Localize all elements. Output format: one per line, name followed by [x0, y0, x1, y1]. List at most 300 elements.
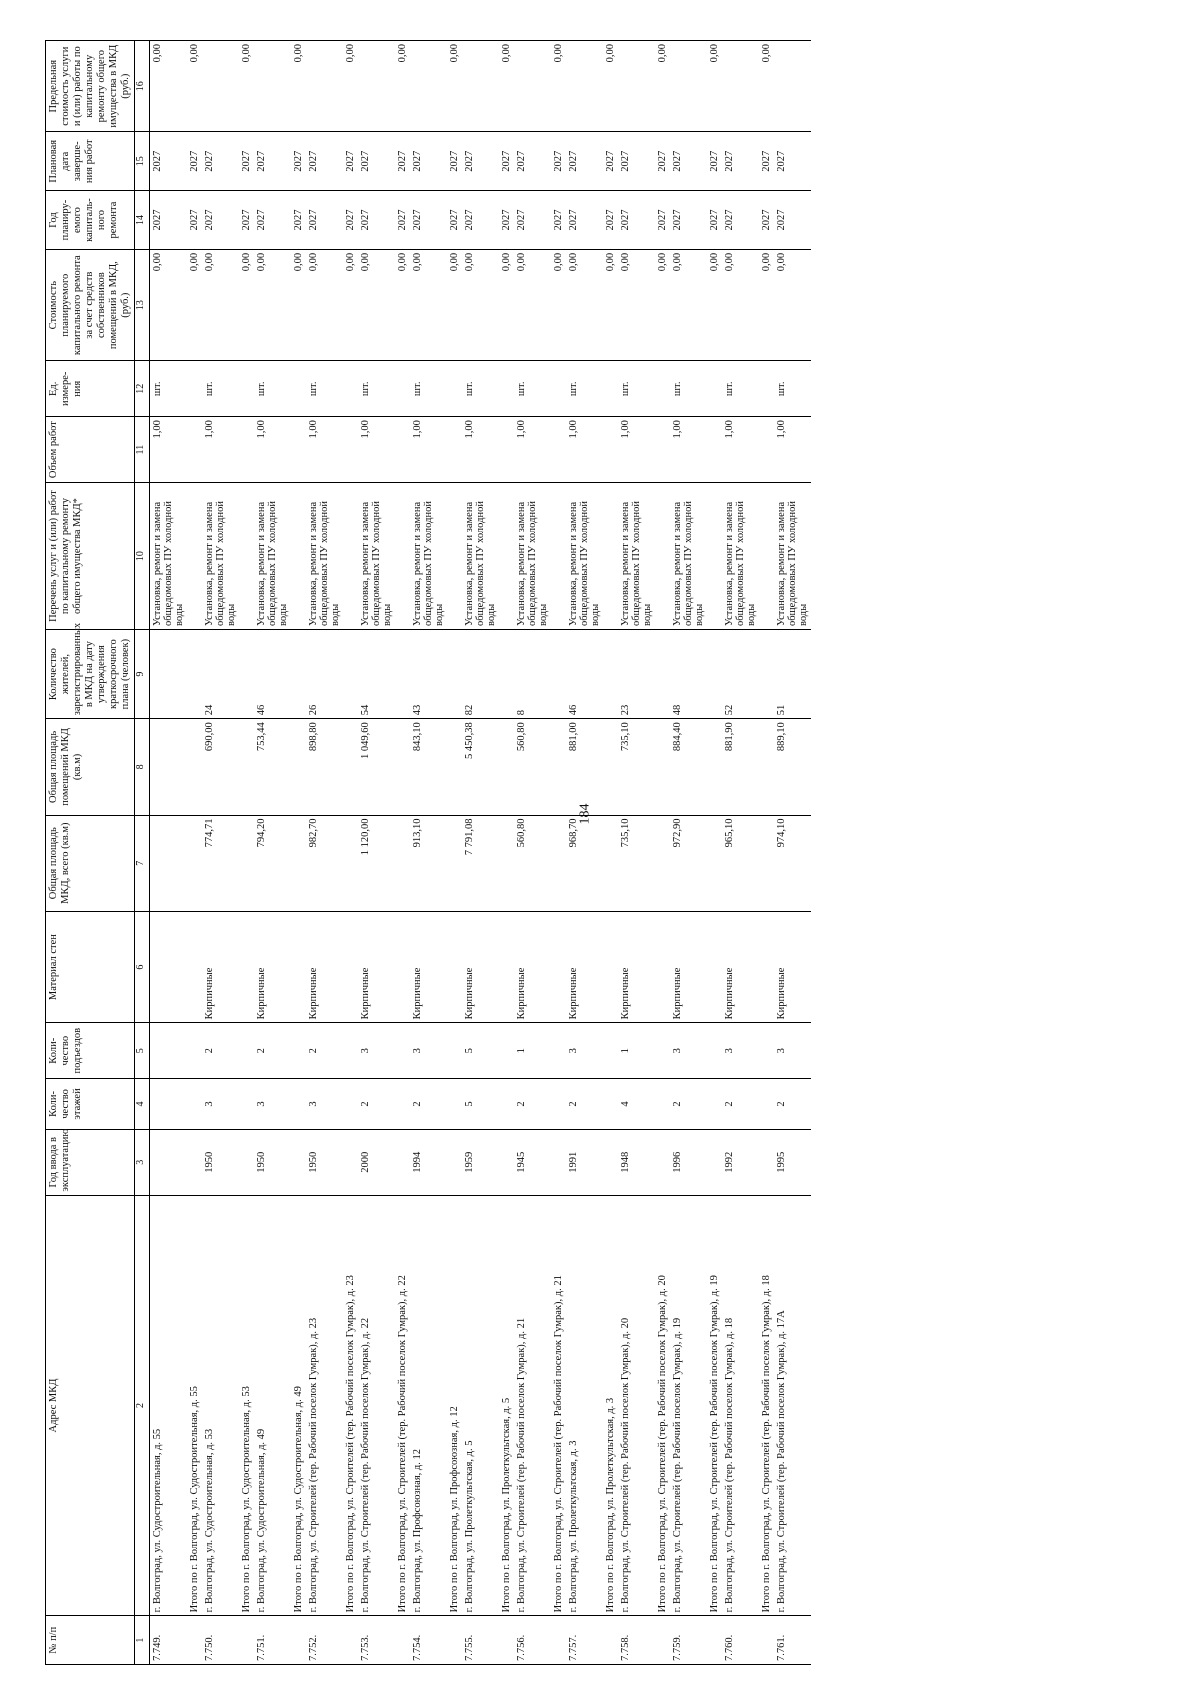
total-empty	[447, 361, 462, 417]
row-address: г. Волгоград, ул. Строителей (тер. Рабочий поселок Гумрак), д. 19	[670, 1195, 707, 1616]
row-total-area: 965,10	[722, 815, 759, 911]
table-row	[722, 41, 759, 1665]
total-end-date: 2027	[707, 132, 722, 191]
total-row	[603, 41, 618, 1665]
total-cost: 0,00	[291, 249, 306, 361]
total-no	[707, 1616, 722, 1665]
total-empty	[395, 719, 410, 815]
row-works: Установка, ремонт и замена общедомовых ПУ холодной воды	[358, 483, 395, 630]
total-empty	[291, 361, 306, 417]
row-year: 1994	[410, 1129, 447, 1195]
row-total-area: 735,10	[618, 815, 655, 911]
total-empty	[395, 815, 410, 911]
row-works: Установка, ремонт и замена общедомовых ПУ холодной воды	[254, 483, 291, 630]
row-plan-year: 2027	[254, 191, 291, 250]
header-no: № п/п	[46, 1616, 135, 1665]
row-limit-cost	[618, 41, 655, 132]
row-total-area: 560,80	[514, 815, 551, 911]
row-floors: 2	[722, 1079, 759, 1130]
table-row	[618, 41, 655, 1665]
total-cost: 0,00	[655, 249, 670, 361]
total-empty	[187, 1079, 202, 1130]
row-address: г. Волгоград, ул. Пролеткультская, д. 3	[566, 1195, 603, 1616]
total-empty	[395, 483, 410, 630]
total-end-date: 2027	[551, 132, 566, 191]
column-number: 14	[135, 191, 150, 250]
total-empty	[759, 815, 774, 911]
total-no	[343, 1616, 358, 1665]
total-row	[291, 41, 306, 1665]
row-entrances	[150, 1023, 188, 1079]
row-premises-area: 881,90	[722, 719, 759, 815]
row-number: 7.753.	[358, 1616, 395, 1665]
row-year	[150, 1129, 188, 1195]
total-plan-year: 2027	[499, 191, 514, 250]
row-entrances: 2	[202, 1023, 239, 1079]
row-wall-material: Кирпичные	[254, 911, 291, 1023]
row-cost: 0,00	[150, 249, 188, 361]
row-end-date: 2027	[514, 132, 551, 191]
total-empty	[759, 417, 774, 483]
row-plan-year: 2027	[618, 191, 655, 250]
row-residents: 48	[670, 630, 707, 719]
row-plan-year: 2027	[566, 191, 603, 250]
row-volume: 1,00	[254, 417, 291, 483]
column-number-row	[135, 41, 150, 1665]
total-plan-year: 2027	[759, 191, 774, 250]
column-number: 2	[135, 1195, 150, 1616]
header-works: Перечень услуг и (или) работ по капитальному ремонту общего имущества МКД*	[46, 483, 135, 630]
total-empty	[343, 1023, 358, 1079]
row-address: г. Волгоград, ул. Пролеткультская, д. 5	[462, 1195, 499, 1616]
row-cost: 0,00	[514, 249, 551, 361]
row-number: 7.758.	[618, 1616, 655, 1665]
total-empty	[603, 1079, 618, 1130]
row-works: Установка, ремонт и замена общедомовых ПУ холодной воды	[462, 483, 499, 630]
row-volume: 1,00	[410, 417, 447, 483]
row-number: 7.750.	[202, 1616, 239, 1665]
total-empty	[187, 483, 202, 630]
row-cost: 0,00	[722, 249, 759, 361]
header-plan-year: Год планиру-емого капиталь-ного ремонта	[46, 191, 135, 250]
row-entrances: 3	[358, 1023, 395, 1079]
row-end-date: 2027	[358, 132, 395, 191]
table-body	[150, 41, 812, 1665]
row-premises-area: 1 049,60	[358, 719, 395, 815]
row-residents	[150, 630, 188, 719]
header-floors: Коли-чество этажей	[46, 1079, 135, 1130]
total-label: Итого по г. Волгоград, ул. Пролеткультская, д. 5	[499, 1195, 514, 1616]
row-address: г. Волгоград, ул. Строителей (тер. Рабочий поселок Гумрак), д. 22	[358, 1195, 395, 1616]
total-empty	[395, 361, 410, 417]
total-empty	[239, 719, 254, 815]
row-limit-cost	[722, 41, 759, 132]
total-empty	[551, 630, 566, 719]
row-address: г. Волгоград, ул. Судостроительная, д. 53	[202, 1195, 239, 1616]
total-empty	[551, 719, 566, 815]
total-empty	[291, 815, 306, 911]
total-empty	[655, 911, 670, 1023]
total-empty	[707, 911, 722, 1023]
row-wall-material: Кирпичные	[462, 911, 499, 1023]
row-limit-cost	[358, 41, 395, 132]
row-cost: 0,00	[774, 249, 811, 361]
row-cost: 0,00	[618, 249, 655, 361]
row-total-area	[150, 815, 188, 911]
total-empty	[655, 815, 670, 911]
total-end-date: 2027	[447, 132, 462, 191]
header-end-date: Плановая дата заверше-ния работ	[46, 132, 135, 191]
total-empty	[499, 361, 514, 417]
total-empty	[499, 1079, 514, 1130]
total-end-date: 2027	[187, 132, 202, 191]
row-total-area: 982,70	[306, 815, 343, 911]
total-empty	[759, 1129, 774, 1195]
total-empty	[395, 1079, 410, 1130]
row-residents: 46	[566, 630, 603, 719]
row-volume: 1,00	[566, 417, 603, 483]
row-entrances: 3	[566, 1023, 603, 1079]
header-limit-cost: Предельная стоимость услуги и (или) работы по капитальному ремонту общего имущества в МКД (руб.)	[46, 41, 135, 132]
row-residents: 54	[358, 630, 395, 719]
total-cost: 0,00	[499, 249, 514, 361]
total-empty	[187, 417, 202, 483]
row-works: Установка, ремонт и замена общедомовых ПУ холодной воды	[618, 483, 655, 630]
row-residents: 46	[254, 630, 291, 719]
row-address: г. Волгоград, ул. Строителей (тер. Рабочий поселок Гумрак), д. 18	[722, 1195, 759, 1616]
total-end-date: 2027	[239, 132, 254, 191]
total-empty	[395, 1023, 410, 1079]
row-wall-material	[150, 911, 188, 1023]
row-end-date: 2027	[410, 132, 447, 191]
row-residents: 8	[514, 630, 551, 719]
total-empty	[239, 1079, 254, 1130]
row-floors	[150, 1079, 188, 1130]
total-empty	[759, 630, 774, 719]
row-plan-year: 2027	[722, 191, 759, 250]
row-entrances: 2	[306, 1023, 343, 1079]
row-wall-material: Кирпичные	[514, 911, 551, 1023]
row-address: г. Волгоград, ул. Профсоюзная, д. 12	[410, 1195, 447, 1616]
row-number: 7.754.	[410, 1616, 447, 1665]
row-premises-area: 843,10	[410, 719, 447, 815]
row-total-area: 1 120,00	[358, 815, 395, 911]
row-limit-cost	[514, 41, 551, 132]
total-empty	[343, 815, 358, 911]
total-empty	[239, 417, 254, 483]
total-label: Итого по г. Волгоград, ул. Строителей (тер. Рабочий поселок Гумрак), д. 20	[655, 1195, 670, 1616]
row-floors: 4	[618, 1079, 655, 1130]
row-floors: 3	[254, 1079, 291, 1130]
table-row	[670, 41, 707, 1665]
row-entrances: 1	[514, 1023, 551, 1079]
total-empty	[603, 361, 618, 417]
total-empty	[759, 483, 774, 630]
total-empty	[291, 1023, 306, 1079]
row-year: 1959	[462, 1129, 499, 1195]
row-wall-material: Кирпичные	[618, 911, 655, 1023]
row-end-date: 2027	[254, 132, 291, 191]
total-empty	[291, 719, 306, 815]
total-empty	[239, 1129, 254, 1195]
total-end-date: 2027	[655, 132, 670, 191]
header-row	[46, 41, 135, 1665]
row-volume: 1,00	[358, 417, 395, 483]
row-cost: 0,00	[566, 249, 603, 361]
total-empty	[395, 417, 410, 483]
table-row	[410, 41, 447, 1665]
row-limit-cost	[254, 41, 291, 132]
column-number: 15	[135, 132, 150, 191]
row-entrances: 3	[670, 1023, 707, 1079]
row-floors: 2	[774, 1079, 811, 1130]
row-unit: шт.	[254, 361, 291, 417]
total-empty	[603, 483, 618, 630]
row-wall-material: Кирпичные	[358, 911, 395, 1023]
total-empty	[707, 483, 722, 630]
total-empty	[707, 815, 722, 911]
row-volume: 1,00	[774, 417, 811, 483]
total-empty	[395, 1129, 410, 1195]
total-plan-year: 2027	[291, 191, 306, 250]
total-no	[603, 1616, 618, 1665]
total-empty	[707, 719, 722, 815]
row-wall-material: Кирпичные	[774, 911, 811, 1023]
table-row	[566, 41, 603, 1665]
row-total-area: 974,10	[774, 815, 811, 911]
row-year: 1996	[670, 1129, 707, 1195]
total-cost: 0,00	[187, 249, 202, 361]
total-row	[499, 41, 514, 1665]
row-address: г. Волгоград, ул. Строителей (тер. Рабочий поселок Гумрак), д. 21	[514, 1195, 551, 1616]
row-address: г. Волгоград, ул. Строителей (тер. Рабочий поселок Гумрак), д. 20	[618, 1195, 655, 1616]
row-works: Установка, ремонт и замена общедомовых ПУ холодной воды	[306, 483, 343, 630]
total-empty	[343, 1129, 358, 1195]
total-empty	[447, 911, 462, 1023]
total-limit-cost: 0,00	[395, 41, 410, 132]
column-number: 6	[135, 911, 150, 1023]
row-total-area: 794,20	[254, 815, 291, 911]
row-address: г. Волгоград, ул. Судостроительная, д. 55	[150, 1195, 188, 1616]
total-plan-year: 2027	[551, 191, 566, 250]
total-empty	[239, 483, 254, 630]
total-row	[707, 41, 722, 1665]
table-row	[514, 41, 551, 1665]
total-empty	[343, 1079, 358, 1130]
total-empty	[447, 483, 462, 630]
total-empty	[603, 719, 618, 815]
total-empty	[655, 483, 670, 630]
row-wall-material: Кирпичные	[670, 911, 707, 1023]
row-end-date: 2027	[722, 132, 759, 191]
row-number: 7.760.	[722, 1616, 759, 1665]
row-cost: 0,00	[462, 249, 499, 361]
total-empty	[447, 630, 462, 719]
total-row	[447, 41, 462, 1665]
row-unit: шт.	[358, 361, 395, 417]
total-row	[655, 41, 670, 1665]
row-year: 1991	[566, 1129, 603, 1195]
row-volume: 1,00	[202, 417, 239, 483]
row-unit: шт.	[566, 361, 603, 417]
total-empty	[187, 361, 202, 417]
total-empty	[343, 719, 358, 815]
row-plan-year: 2027	[358, 191, 395, 250]
total-end-date: 2027	[759, 132, 774, 191]
total-row	[187, 41, 202, 1665]
row-total-area: 7 791,08	[462, 815, 499, 911]
row-cost: 0,00	[306, 249, 343, 361]
column-number: 13	[135, 249, 150, 361]
row-end-date: 2027	[150, 132, 188, 191]
row-number: 7.761.	[774, 1616, 811, 1665]
row-number: 7.755.	[462, 1616, 499, 1665]
row-end-date: 2027	[306, 132, 343, 191]
row-premises-area: 898,80	[306, 719, 343, 815]
row-residents: 51	[774, 630, 811, 719]
header-unit: Ед. измере-ния	[46, 361, 135, 417]
row-limit-cost: 0,00	[150, 41, 188, 132]
total-row	[551, 41, 566, 1665]
column-number: 9	[135, 630, 150, 719]
total-label: Итого по г. Волгоград, ул. Строителей (тер. Рабочий поселок Гумрак), д. 19	[707, 1195, 722, 1616]
total-limit-cost: 0,00	[447, 41, 462, 132]
total-limit-cost: 0,00	[603, 41, 618, 132]
row-limit-cost	[566, 41, 603, 132]
total-no	[551, 1616, 566, 1665]
row-year: 1995	[774, 1129, 811, 1195]
row-unit: шт.	[618, 361, 655, 417]
row-end-date: 2027	[462, 132, 499, 191]
row-cost: 0,00	[670, 249, 707, 361]
total-empty	[499, 1129, 514, 1195]
row-floors: 3	[202, 1079, 239, 1130]
row-unit: шт.	[670, 361, 707, 417]
row-entrances: 3	[774, 1023, 811, 1079]
total-empty	[499, 630, 514, 719]
row-address: г. Волгоград, ул. Строителей (тер. Рабочий поселок Гумрак), д. 23	[306, 1195, 343, 1616]
row-residents: 24	[202, 630, 239, 719]
total-no	[395, 1616, 410, 1665]
row-floors: 5	[462, 1079, 499, 1130]
header-premises-area: Общая площадь помещений МКД (кв.м)	[46, 719, 135, 815]
header-address: Адрес МКД	[46, 1195, 135, 1616]
total-plan-year: 2027	[187, 191, 202, 250]
row-plan-year: 2027	[670, 191, 707, 250]
row-floors: 2	[410, 1079, 447, 1130]
capital-repair-table	[45, 40, 811, 1665]
total-empty	[603, 1023, 618, 1079]
row-limit-cost	[202, 41, 239, 132]
row-number: 7.757.	[566, 1616, 603, 1665]
total-label: Итого по г. Волгоград, ул. Профсоюзная, д. 12	[447, 1195, 462, 1616]
total-plan-year: 2027	[343, 191, 358, 250]
total-empty	[603, 815, 618, 911]
total-empty	[187, 1023, 202, 1079]
total-cost: 0,00	[551, 249, 566, 361]
row-year: 1950	[254, 1129, 291, 1195]
row-unit: шт.	[410, 361, 447, 417]
row-entrances: 1	[618, 1023, 655, 1079]
row-premises-area: 753,44	[254, 719, 291, 815]
row-year: 1992	[722, 1129, 759, 1195]
total-label: Итого по г. Волгоград, ул. Строителей (тер. Рабочий поселок Гумрак), д. 23	[343, 1195, 358, 1616]
column-number: 10	[135, 483, 150, 630]
total-limit-cost: 0,00	[343, 41, 358, 132]
row-total-area: 968,70	[566, 815, 603, 911]
total-empty	[395, 911, 410, 1023]
row-unit: шт.	[722, 361, 759, 417]
total-no	[447, 1616, 462, 1665]
row-limit-cost	[462, 41, 499, 132]
row-residents: 26	[306, 630, 343, 719]
total-no	[291, 1616, 306, 1665]
row-unit: шт.	[150, 361, 188, 417]
header-residents: Количество жителей, зарегистрированных в МКД на дату утверждения краткосрочного плана (человек)	[46, 630, 135, 719]
total-empty	[655, 630, 670, 719]
total-no	[759, 1616, 774, 1665]
total-empty	[707, 1079, 722, 1130]
row-total-area: 774,71	[202, 815, 239, 911]
row-unit: шт.	[306, 361, 343, 417]
total-cost: 0,00	[395, 249, 410, 361]
table-row	[358, 41, 395, 1665]
total-limit-cost: 0,00	[291, 41, 306, 132]
total-empty	[447, 815, 462, 911]
row-plan-year: 2027	[306, 191, 343, 250]
total-empty	[291, 630, 306, 719]
total-empty	[551, 1023, 566, 1079]
total-row	[343, 41, 358, 1665]
row-residents: 52	[722, 630, 759, 719]
row-number: 7.752.	[306, 1616, 343, 1665]
total-empty	[291, 483, 306, 630]
row-works: Установка, ремонт и замена общедомовых ПУ холодной воды	[566, 483, 603, 630]
table-row	[254, 41, 291, 1665]
total-empty	[499, 483, 514, 630]
total-empty	[187, 630, 202, 719]
total-empty	[707, 1129, 722, 1195]
total-label: Итого по г. Волгоград, ул. Судостроительная, д. 49	[291, 1195, 306, 1616]
row-wall-material: Кирпичные	[410, 911, 447, 1023]
row-unit: шт.	[202, 361, 239, 417]
row-volume: 1,00	[670, 417, 707, 483]
total-empty	[603, 911, 618, 1023]
table-row	[150, 41, 188, 1665]
total-end-date: 2027	[395, 132, 410, 191]
total-empty	[499, 1023, 514, 1079]
total-empty	[291, 911, 306, 1023]
row-entrances: 5	[462, 1023, 499, 1079]
row-unit: шт.	[462, 361, 499, 417]
total-empty	[759, 911, 774, 1023]
column-number: 5	[135, 1023, 150, 1079]
total-empty	[603, 630, 618, 719]
header-total-area: Общая площадь МКД, всего (кв.м)	[46, 815, 135, 911]
row-residents: 43	[410, 630, 447, 719]
row-address: г. Волгоград, ул. Строителей (тер. Рабочий поселок Гумрак), д. 17А	[774, 1195, 811, 1616]
row-limit-cost	[306, 41, 343, 132]
total-empty	[551, 361, 566, 417]
row-limit-cost	[670, 41, 707, 132]
total-cost: 0,00	[239, 249, 254, 361]
total-empty	[603, 417, 618, 483]
row-wall-material: Кирпичные	[722, 911, 759, 1023]
row-address: г. Волгоград, ул. Судостроительная, д. 49	[254, 1195, 291, 1616]
total-empty	[707, 630, 722, 719]
row-year: 1950	[202, 1129, 239, 1195]
header-year: Год ввода в эксплуатацию	[46, 1129, 135, 1195]
